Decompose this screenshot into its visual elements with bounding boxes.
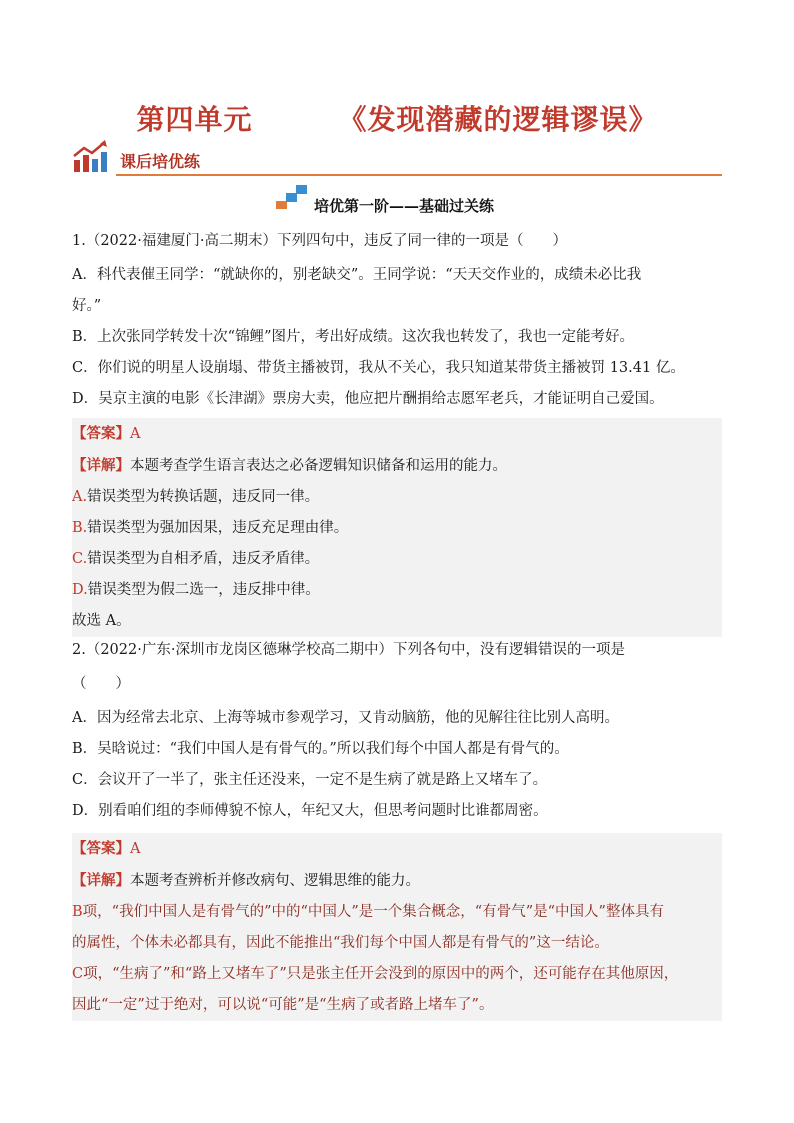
page-title: 第四单元 《发现潜藏的逻辑谬误》 <box>136 103 658 136</box>
q2-expl-c-letter: C <box>72 966 84 982</box>
q2-expl-c-cont: 因此“一定”过于绝对，可以说“可能”是“生病了或者路上堵车了”。 <box>72 997 494 1013</box>
level-title: 培优第一阶——基础过关练 <box>314 197 495 215</box>
q2-stem: 2.（2022·广东·深圳市龙岗区德琳学校高二期中）下列各句中，没有逻辑错误的一项是 <box>72 642 625 658</box>
q1-option-c: C．你们说的明星人设崩塌、带货主播被罚，我从不关心，我只知道某带货主播被罚 13.41 亿。 <box>72 360 685 376</box>
q2-option-b: B．吴晗说过：“我们中国人是有骨气的。”所以我们每个中国人都是有骨气的。 <box>72 741 569 757</box>
q1-expl-b: 错误类型为强加因果，违反充足理由律。 <box>87 520 349 536</box>
q2-answer-block <box>72 833 722 1021</box>
q1-answer: A <box>130 426 141 442</box>
q1-expl-b-letter: B. <box>72 520 88 536</box>
q2-bracket: （ ） <box>72 676 130 692</box>
q1-expl-a: 错误类型为转换话题，违反同一律。 <box>87 489 320 505</box>
detail-label: 【详解】 <box>72 872 130 889</box>
q1-conclusion: 故选 A。 <box>72 613 131 629</box>
q2-option-c: C．会议开了一半了，张主任还没来，一定不是生病了就是路上又堵车了。 <box>72 772 548 788</box>
q1-expl-d: 错误类型为假二选一，违反排中律。 <box>87 582 320 598</box>
section-label: 课后培优练 <box>120 152 201 171</box>
q1-stem: 1.（2022·福建厦门·高二期末）下列四句中，违反了同一律的一项是（ ） <box>72 233 567 249</box>
bar-chart-icon <box>72 140 108 174</box>
stairs-icon <box>276 184 308 210</box>
q1-answer-block <box>72 418 722 637</box>
q1-detail: 本题考查学生语言表达之必备逻辑知识储备和运用的能力。 <box>130 458 507 474</box>
section-header <box>72 140 722 176</box>
q1-expl-d-letter: D. <box>72 582 88 598</box>
q1-option-d: D．吴京主演的电影《长津湖》票房大卖，他应把片酬捐给志愿军老兵，才能证明自己爱国。 <box>72 391 664 407</box>
q2-option-a: A．因为经常去北京、上海等城市参观学习，又肯动脑筋，他的见解往往比别人高明。 <box>72 710 619 726</box>
q2-expl-c: 项，“生病了”和“路上又堵车了”只是张主任开会没到的原因中的两个，还可能存在其他原因， <box>83 966 679 982</box>
q1-option-b: B．上次张同学转发十次“锦鲤”图片，考出好成绩。这次我也转发了，我也一定能考好。 <box>72 329 634 345</box>
answer-label: 【答案】 <box>72 425 130 442</box>
q1-option-a: A．科代表催王同学：“就缺你的，别老缺交”。王同学说：“天天交作业的，成绩未必比我 <box>72 267 642 283</box>
q2-expl-b-letter: B <box>72 904 83 920</box>
q1-expl-c-letter: C. <box>72 551 88 567</box>
q1-expl-c: 错误类型为自相矛盾，违反矛盾律。 <box>87 551 320 567</box>
q2-expl-b: 项，“我们中国人是有骨气的”中的“中国人”是一个集合概念，“有骨气”是“中国人”整体具有 <box>82 904 664 920</box>
detail-label: 【详解】 <box>72 457 130 474</box>
q2-expl-b-cont: 的属性，个体未必都具有，因此不能推出“我们每个中国人都是有骨气的”这一结论。 <box>72 935 609 951</box>
answer-label: 【答案】 <box>72 840 130 857</box>
q1-expl-a-letter: A. <box>72 489 88 505</box>
q1-option-a-cont: 好。” <box>72 298 102 314</box>
q2-detail: 本题考查辨析并修改病句、逻辑思维的能力。 <box>130 873 420 889</box>
question-2 <box>72 635 722 827</box>
question-1 <box>72 226 722 415</box>
q2-option-d: D．别看咱们组的李师傅貌不惊人，年纪又大，但思考问题时比谁都周密。 <box>72 803 548 819</box>
divider <box>116 174 722 176</box>
q2-answer: A <box>130 841 141 857</box>
